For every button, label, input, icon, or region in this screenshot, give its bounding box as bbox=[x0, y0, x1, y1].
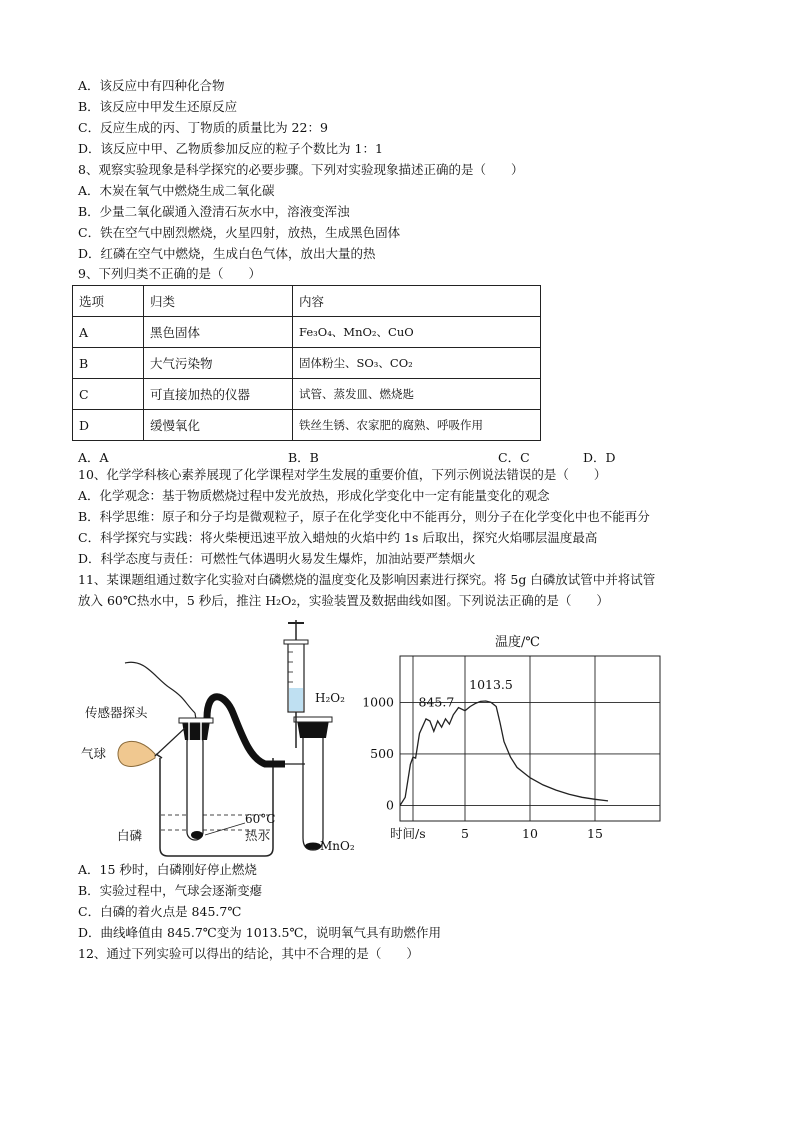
q8-stem: 8、观察实验现象是科学探究的必要步骤。下列对实验现象描述正确的是（ ） bbox=[78, 162, 524, 177]
q12-stem: 12、通过下列实验可以得出的结论，其中不合理的是（ ） bbox=[78, 946, 419, 961]
q11-stem-line1: 11、某课题组通过数字化实验对白磷燃烧的温度变化及影响因素进行探究。将 5g 白磷放试管中并将试管 bbox=[78, 572, 656, 587]
table-cell: B bbox=[73, 348, 144, 379]
table-cell: 缓慢氧化 bbox=[144, 410, 293, 441]
q7-option-d: D．该反应中甲、乙物质参加反应的粒子个数比为 1：1 bbox=[78, 141, 383, 156]
temperature-curve bbox=[400, 701, 608, 806]
table-cell: D bbox=[73, 410, 144, 441]
q10-stem: 10、化学学科核心素养展现了化学课程对学生发展的重要价值，下列示例说法错误的是（ ） bbox=[78, 467, 607, 482]
table-cell: 可直接加热的仪器 bbox=[144, 379, 293, 410]
experiment-apparatus bbox=[75, 618, 375, 863]
phosphorus-label: 白磷 bbox=[117, 828, 143, 843]
q9-option-d: D．D bbox=[583, 450, 616, 465]
table-row bbox=[73, 286, 541, 317]
table-row bbox=[73, 317, 541, 348]
q9-option-a: A．A bbox=[78, 450, 109, 465]
q7-option-a: A．该反应中有四种化合物 bbox=[78, 78, 225, 93]
water-label: 热水 bbox=[245, 828, 271, 843]
sensor-label: 传感器探头 bbox=[85, 705, 148, 720]
q10-option-a: A．化学观念：基于物质燃烧过程中发光放热，形成化学变化中一定有能量变化的观念 bbox=[78, 488, 550, 503]
table-cell: 铁丝生锈、农家肥的腐熟、呼吸作用 bbox=[293, 410, 541, 441]
table-header: 选项 bbox=[73, 286, 144, 317]
table-row bbox=[73, 410, 541, 441]
q9-option-b: B．B bbox=[288, 450, 319, 465]
q11-option-c: C．白磷的着火点是 845.7℃ bbox=[78, 904, 242, 919]
q10-option-b: B．科学思维：原子和分子均是微观粒子，原子在化学变化中不能再分，则分子在化学变化中也不能再分 bbox=[78, 509, 650, 524]
table-cell: A bbox=[73, 317, 144, 348]
q11-option-d: D．曲线峰值由 845.7℃变为 1013.5℃，说明氧气具有助燃作用 bbox=[78, 925, 441, 940]
q8-option-a: A．木炭在氧气中燃烧生成二氧化碳 bbox=[78, 183, 275, 198]
chart-annotations bbox=[419, 677, 513, 709]
chart-y-axis-label: 温度/℃ bbox=[495, 635, 540, 650]
table-header: 内容 bbox=[293, 286, 541, 317]
q9-table bbox=[72, 285, 541, 441]
chart-ticks bbox=[362, 694, 603, 841]
y-tick-label: 500 bbox=[370, 745, 394, 761]
balloon-label: 气球 bbox=[81, 746, 107, 761]
chart-x-axis-label: 时间/s bbox=[390, 826, 426, 841]
q11-option-a: A．15 秒时，白磷刚好停止燃烧 bbox=[78, 862, 257, 877]
q11-stem-line2: 放入 60℃热水中，5 秒后，推注 H₂O₂，实验装置及数据曲线如图。下列说法正确的是（ ） bbox=[78, 593, 609, 608]
x-tick-label: 10 bbox=[522, 826, 538, 841]
table-cell: Fe₃O₄、MnO₂、CuO bbox=[293, 317, 541, 348]
table-cell: 固体粉尘、SO₃、CO₂ bbox=[293, 348, 541, 379]
y-tick-label: 0 bbox=[386, 797, 394, 813]
q9-option-c: C．C bbox=[498, 450, 530, 465]
table-cell: 大气污染物 bbox=[144, 348, 293, 379]
q8-option-d: D．红磷在空气中燃烧，生成白色气体，放出大量的热 bbox=[78, 246, 376, 261]
q8-option-c: C．铁在空气中剧烈燃烧，火星四射，放热，生成黑色固体 bbox=[78, 225, 401, 240]
table-header: 归类 bbox=[144, 286, 293, 317]
chart-grid bbox=[400, 656, 660, 821]
table-cell: C bbox=[73, 379, 144, 410]
table-row bbox=[73, 379, 541, 410]
table-row bbox=[73, 348, 541, 379]
x-tick-label: 5 bbox=[461, 826, 469, 841]
x-tick-label: 15 bbox=[587, 826, 603, 841]
table-cell: 黑色固体 bbox=[144, 317, 293, 348]
y-tick-label: 1000 bbox=[362, 694, 394, 710]
q10-option-c: C．科学探究与实践：将火柴梗迅速平放入蜡烛的火焰中约 1s 后取出，探究火焰哪层温度最高 bbox=[78, 530, 598, 545]
q7-option-b: B．该反应中甲发生还原反应 bbox=[78, 99, 238, 114]
mno2-label: MnO₂ bbox=[320, 839, 355, 853]
data-label: 845.7 bbox=[418, 694, 455, 710]
q11-option-b: B．实验过程中，气球会逐渐变瘪 bbox=[78, 883, 263, 898]
temperature-chart bbox=[360, 628, 670, 848]
q9-stem: 9、下列归类不正确的是（ ） bbox=[78, 266, 261, 281]
q8-option-b: B．少量二氧化碳通入澄清石灰水中，溶液变浑浊 bbox=[78, 204, 350, 219]
q10-option-d: D．科学态度与责任：可燃性气体遇明火易发生爆炸，加油站要严禁烟火 bbox=[78, 551, 476, 566]
q7-option-c: C．反应生成的丙、丁物质的质量比为 22：9 bbox=[78, 120, 328, 135]
h2o2-label: H₂O₂ bbox=[315, 691, 345, 705]
table-cell: 试管、蒸发皿、燃烧匙 bbox=[293, 379, 541, 410]
water-temp-label: 60°C bbox=[245, 812, 276, 826]
data-label: 1013.5 bbox=[469, 677, 513, 693]
